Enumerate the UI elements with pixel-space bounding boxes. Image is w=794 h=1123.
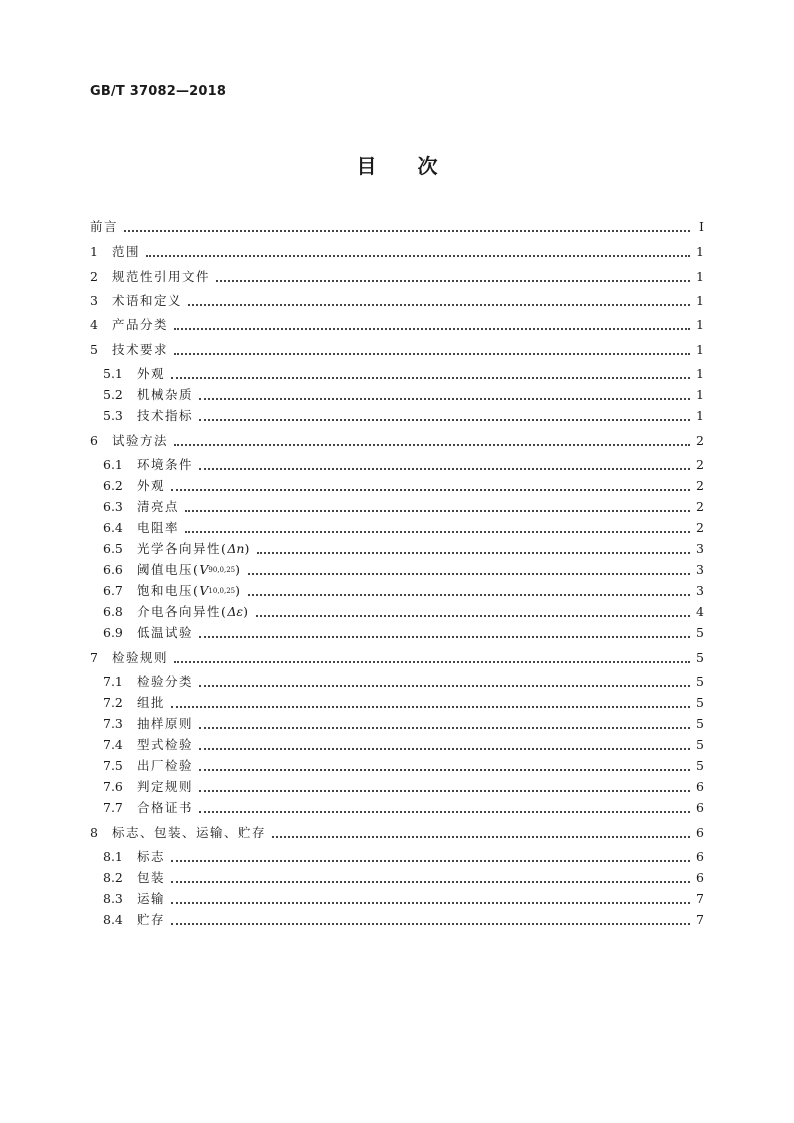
toc-entry-symbol: Δn [227,541,245,556]
toc-dot-leader [248,573,690,575]
toc-entry-page: 3 [696,583,704,598]
toc-entry-label: 术语和定义 [112,293,183,308]
toc-dot-leader [146,255,690,257]
toc-entry[interactable] [90,540,704,558]
toc-entry-label-suffix: ) [244,541,251,556]
toc-entry-number: 3 [90,293,98,308]
toc-entry-label: 前言 [90,219,119,234]
toc-entry[interactable] [90,603,704,621]
toc-entry[interactable] [90,757,704,775]
toc-dot-leader [174,328,690,330]
toc-entry-label: 清亮点 [137,499,180,514]
toc-entry[interactable] [90,673,704,691]
toc-entry-page: 1 [696,366,704,381]
toc-entry-label: 规范性引用文件 [112,269,211,284]
toc-entry-number: 8.4 [103,912,123,927]
toc-entry[interactable] [90,218,704,236]
toc-entry-label: 技术指标 [137,408,194,423]
toc-entry-number: 7.7 [103,800,123,815]
toc-entry-page: 5 [696,716,704,731]
toc-entry[interactable] [90,890,704,908]
toc-entry-number: 6.1 [103,457,123,472]
toc-entry-label: 光学各向异性( [137,541,228,556]
toc-entry-page: 6 [696,849,704,864]
toc-dot-leader [174,444,690,446]
toc-dot-leader [174,661,690,663]
toc-entry-label: 出厂检验 [137,758,194,773]
toc-dot-leader [256,615,690,617]
toc-entry-label: 组批 [137,695,166,710]
toc-entry-number: 7.5 [103,758,123,773]
toc-entry[interactable] [90,869,704,887]
toc-dot-leader [199,468,690,470]
toc-entry[interactable] [90,477,704,495]
toc-entry-subscript: 90,0,25 [208,566,236,574]
toc-entry-label: 技术要求 [112,342,169,357]
toc-dot-leader [199,727,690,729]
toc-entry-label: 标志 [137,849,166,864]
toc-dot-leader [199,811,690,813]
toc-entry[interactable] [90,824,704,842]
toc-entry-page: 1 [696,293,704,308]
toc-entry[interactable] [90,848,704,866]
toc-entry-label: 外观 [137,366,166,381]
toc-entry-number: 7.4 [103,737,123,752]
toc-entry-number: 6.9 [103,625,123,640]
toc-entry-label: 外观 [137,478,166,493]
toc-entry-page: 6 [696,870,704,885]
toc-entry[interactable] [90,268,704,286]
toc-dot-leader [199,419,690,421]
toc-dot-leader [171,923,690,925]
toc-dot-leader [124,230,690,232]
toc-entry-number: 4 [90,317,98,332]
toc-entry-label: 型式检验 [137,737,194,752]
toc-entry-number: 7.6 [103,779,123,794]
toc-entry-page: 2 [696,520,704,535]
toc-entry-label: 运输 [137,891,166,906]
toc-entry-page: 1 [696,342,704,357]
toc-entry-page: Ⅰ [699,219,704,234]
toc-entry-number: 6.2 [103,478,123,493]
toc-entry-label: 范围 [112,244,141,259]
standard-number: GB/T 37082—2018 [90,84,227,99]
toc-entry-page: 3 [696,562,704,577]
toc-entry-number: 6.5 [103,541,123,556]
toc-entry[interactable] [90,316,704,334]
toc-entry[interactable] [90,624,704,642]
toc-entry-label: 试验方法 [112,433,169,448]
toc-entry-label-suffix: ) [235,562,242,577]
toc-dot-leader [171,881,690,883]
toc-entry-page: 5 [696,674,704,689]
toc-dot-leader [199,790,690,792]
toc-entry-label: 抽样原则 [137,716,194,731]
toc-entry-label: 判定规则 [137,779,194,794]
toc-entry[interactable] [90,243,704,261]
toc-entry-label: 电阻率 [137,520,180,535]
toc-dot-leader [171,902,690,904]
toc-entry-number: 7.1 [103,674,123,689]
toc-entry[interactable] [90,715,704,733]
toc-entry-label: 标志、包装、运输、贮存 [112,825,267,840]
toc-entry-number: 7.3 [103,716,123,731]
toc-entry-page: 1 [696,244,704,259]
toc-entry-page: 2 [696,433,704,448]
toc-entry-number: 6.3 [103,499,123,514]
toc-entry-number: 1 [90,244,98,259]
toc-entry-label-suffix: ) [235,583,242,598]
toc-entry-number: 6 [90,433,98,448]
toc-entry-page: 2 [696,478,704,493]
toc-entry-page: 1 [696,317,704,332]
toc-entry-label: 产品分类 [112,317,169,332]
toc-entry-label: 包装 [137,870,166,885]
toc-dot-leader [171,489,690,491]
toc-entry[interactable] [90,498,704,516]
toc-entry-page: 2 [696,457,704,472]
toc-entry-page: 6 [696,779,704,794]
toc-entry[interactable] [90,519,704,537]
toc-entry-number: 6.6 [103,562,123,577]
toc-dot-leader [185,531,690,533]
toc-entry-number: 7 [90,650,98,665]
toc-entry[interactable] [90,432,704,450]
toc-entry[interactable] [90,778,704,796]
toc-entry-label: 合格证书 [137,800,194,815]
toc-entry-page: 5 [696,625,704,640]
toc-entry-number: 8 [90,825,98,840]
toc-entry[interactable] [90,911,704,929]
toc-entry-page: 7 [696,891,704,906]
toc-entry[interactable] [90,341,704,359]
toc-entry-number: 6.7 [103,583,123,598]
toc-dot-leader [174,353,690,355]
toc-entry-number: 6.8 [103,604,123,619]
toc-entry-label: 检验规则 [112,650,169,665]
toc-entry-number: 8.3 [103,891,123,906]
toc-entry[interactable] [90,365,704,383]
toc-entry[interactable] [90,649,704,667]
toc-dot-leader [272,836,690,838]
toc-dot-leader [171,377,690,379]
toc-entry-symbol: Δε [227,604,244,619]
toc-entry-subscript: 10,0,25 [208,587,236,595]
toc-entry-label: 低温试验 [137,625,194,640]
toc-entry-number: 7.2 [103,695,123,710]
toc-entry-number: 6.4 [103,520,123,535]
toc-dot-leader [248,594,690,596]
toc-entry-page: 5 [696,695,704,710]
toc-dot-leader [199,685,690,687]
toc-entry[interactable] [90,407,704,425]
toc-entry-page: 1 [696,269,704,284]
toc-entry-number: 5.3 [103,408,123,423]
toc-dot-leader [171,706,690,708]
toc-entry-page: 7 [696,912,704,927]
toc-entry[interactable] [90,694,704,712]
toc-entry-page: 2 [696,499,704,514]
toc-entry-page: 1 [696,408,704,423]
toc-entry[interactable] [90,736,704,754]
toc-entry-label: 机械杂质 [137,387,194,402]
toc-entry-page: 5 [696,650,704,665]
toc-entry-label-suffix: ) [243,604,250,619]
toc-entry[interactable] [90,799,704,817]
toc-entry[interactable] [90,456,704,474]
toc-entry-label: 贮存 [137,912,166,927]
toc-entry-page: 5 [696,737,704,752]
toc-entry[interactable] [90,582,704,600]
toc-dot-leader [216,280,690,282]
toc-entry-page: 6 [696,825,704,840]
toc-dot-leader [199,398,690,400]
toc-entry-label: 检验分类 [137,674,194,689]
toc-entry-number: 5.2 [103,387,123,402]
toc-entry-page: 5 [696,758,704,773]
toc-entry-symbol: V [199,562,209,577]
toc-dot-leader [171,860,690,862]
toc-dot-leader [199,769,690,771]
toc-entry-number: 8.2 [103,870,123,885]
toc-dot-leader [199,636,690,638]
toc-entry-label: 介电各向异性( [137,604,228,619]
toc-entry-page: 4 [696,604,704,619]
toc-entry-number: 5 [90,342,98,357]
toc-entry-number: 8.1 [103,849,123,864]
toc-entry-page: 6 [696,800,704,815]
toc-entry-symbol: V [199,583,209,598]
toc-entry[interactable] [90,292,704,310]
toc-entry-label: 阈值电压( [137,562,200,577]
toc-entry-number: 5.1 [103,366,123,381]
toc-entry-label: 环境条件 [137,457,194,472]
toc-entry[interactable] [90,561,704,579]
toc-dot-leader [185,510,690,512]
toc-entry[interactable] [90,386,704,404]
toc-dot-leader [257,552,690,554]
page-title: 目 次 [356,154,438,178]
toc-entry-page: 1 [696,387,704,402]
toc-entry-label: 饱和电压( [137,583,200,598]
toc-entry-page: 3 [696,541,704,556]
toc-dot-leader [188,304,690,306]
toc-dot-leader [199,748,690,750]
toc-entry-number: 2 [90,269,98,284]
